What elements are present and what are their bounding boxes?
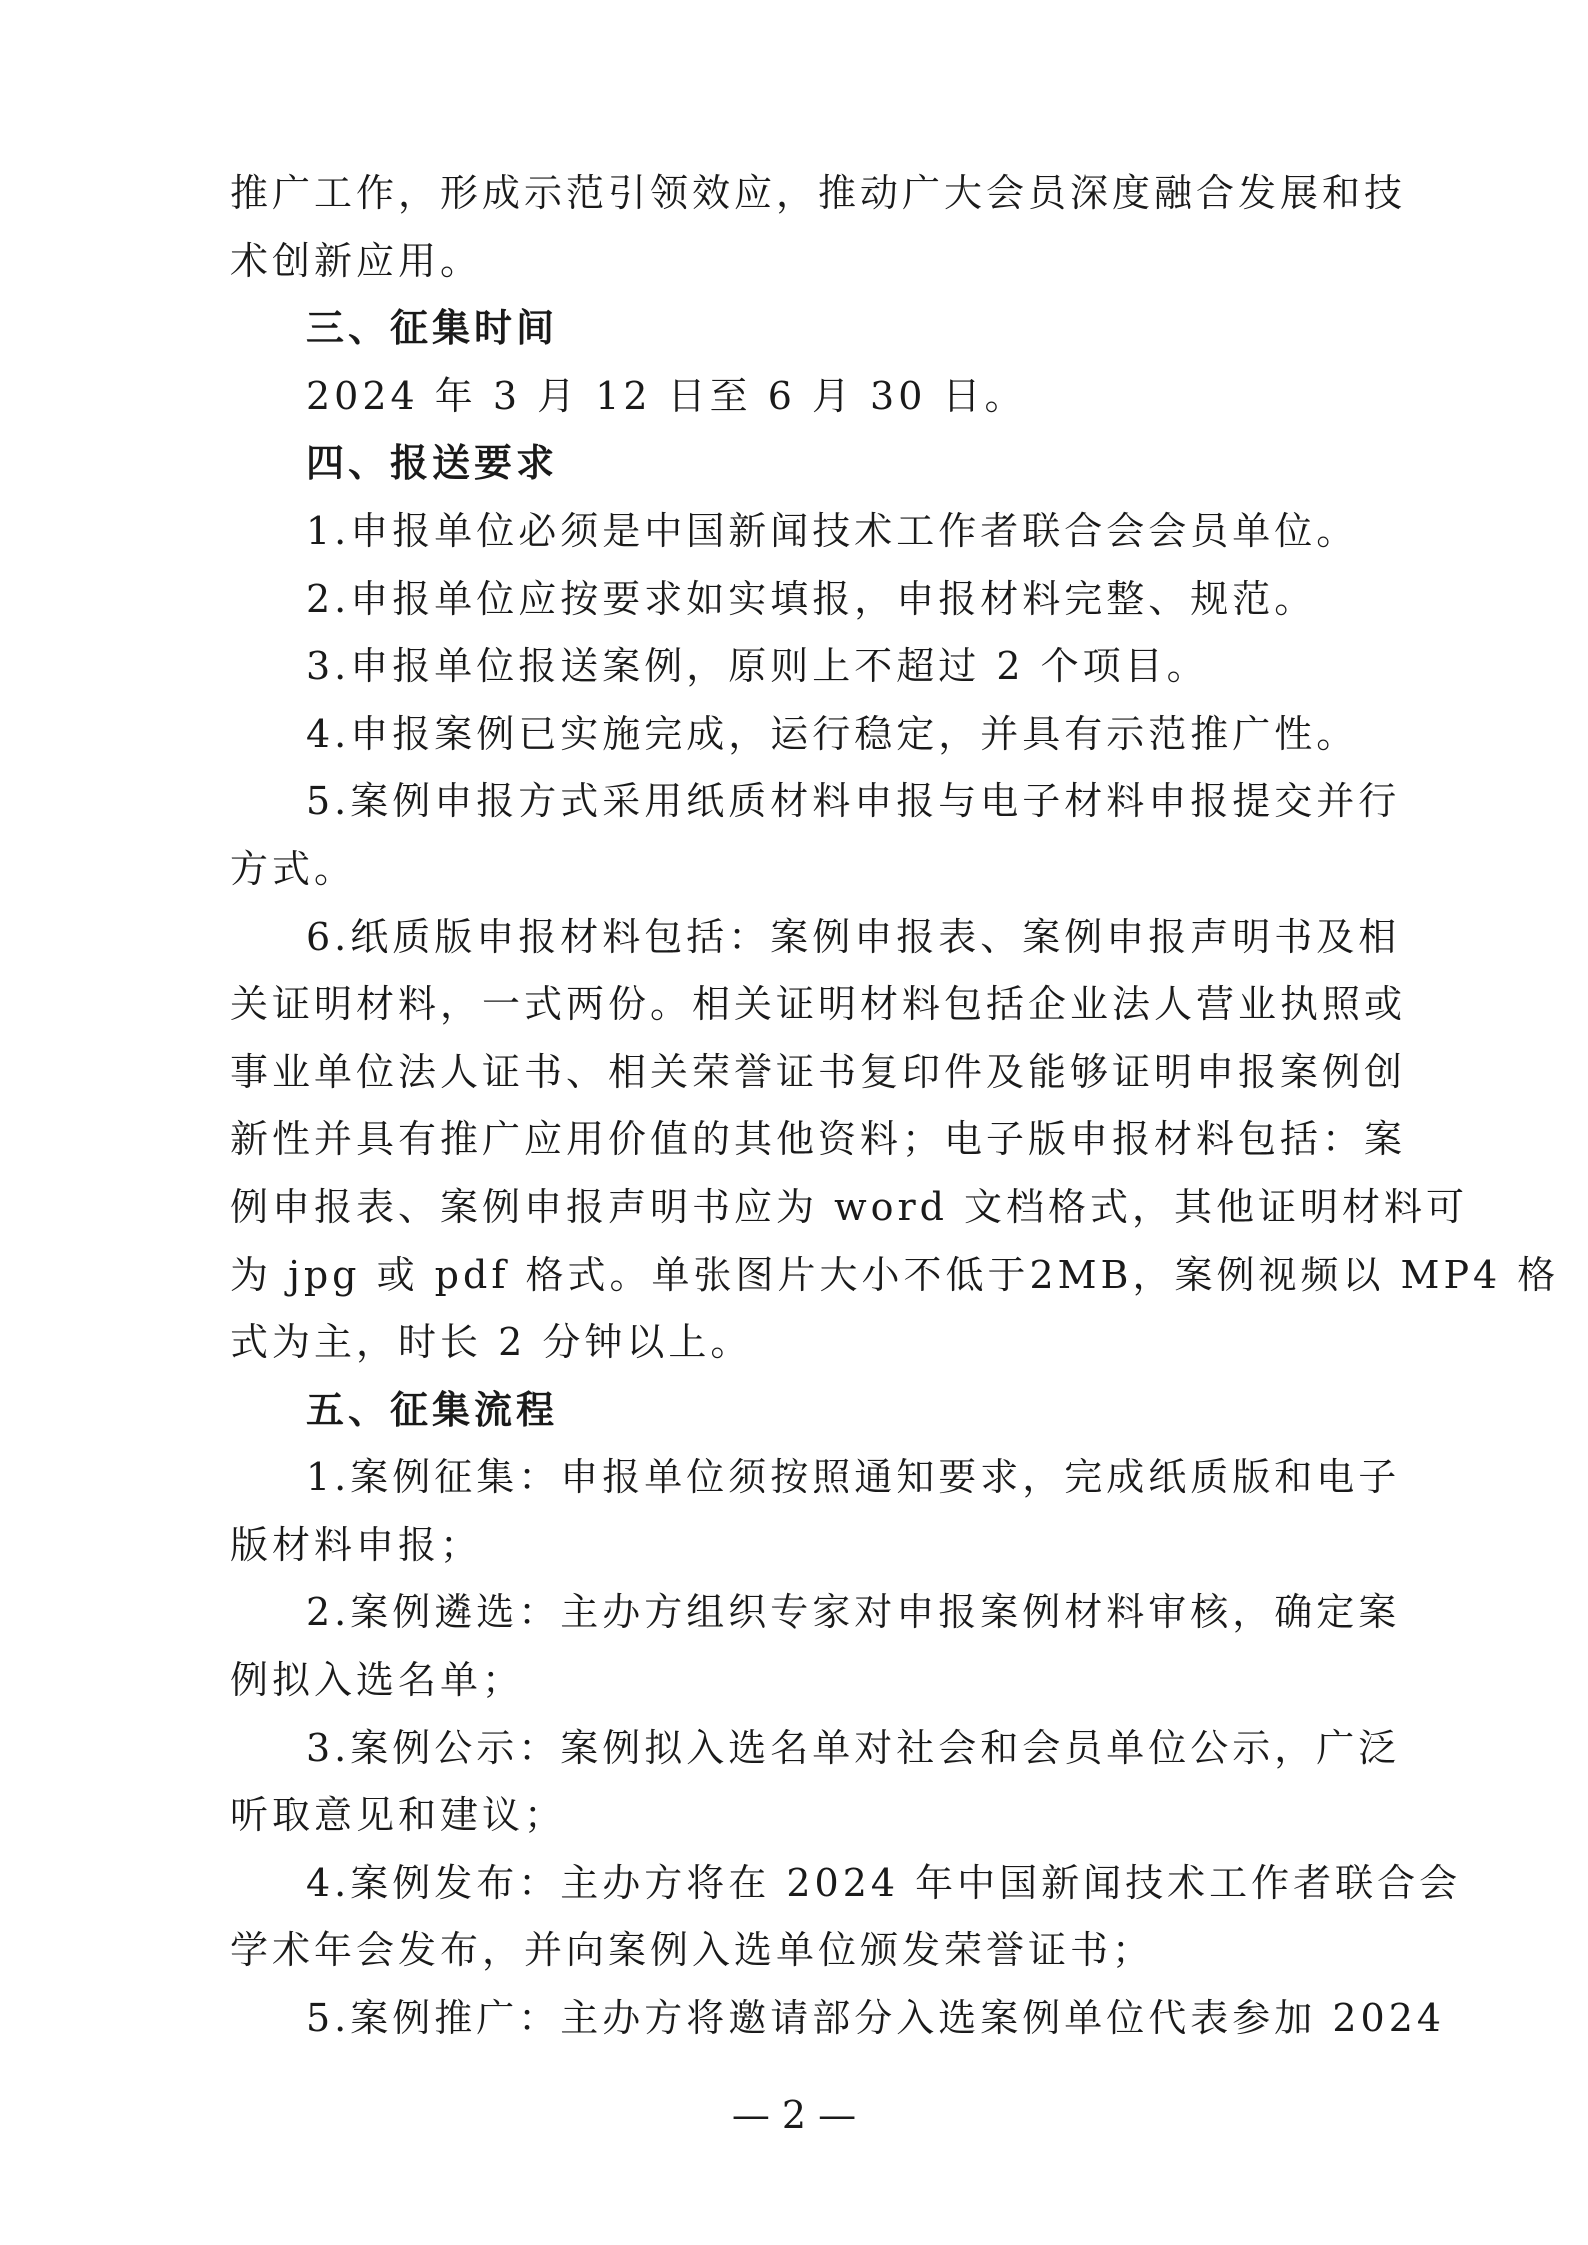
section-heading: 四、报送要求 bbox=[306, 441, 559, 486]
text-line: 例拟入选名单； bbox=[230, 1658, 525, 1703]
section-heading: 五、征集流程 bbox=[306, 1387, 559, 1432]
text-line: 5.案例申报方式采用纸质材料申报与电子材料申报提交并行 bbox=[306, 779, 1401, 824]
section-heading: 三、征集时间 bbox=[306, 306, 559, 351]
text-line: 式为主，时长 2 分钟以上。 bbox=[230, 1320, 753, 1365]
text-line: 2024 年 3 月 12 日至 6 月 30 日。 bbox=[306, 373, 1027, 418]
text-line: 推广工作，形成示范引领效应，推动广大会员深度融合发展和技 bbox=[230, 171, 1407, 215]
text-line: 1.案例征集：申报单位须按照通知要求，完成纸质版和电子 bbox=[306, 1455, 1401, 1500]
text-line: 1.申报单位必须是中国新闻技术工作者联合会会员单位。 bbox=[306, 508, 1359, 553]
text-line: 版材料申报； bbox=[230, 1522, 483, 1567]
text-line: 新性并具有推广应用价值的其他资料；电子版申报材料包括：案 bbox=[230, 1117, 1407, 1162]
text-line: 例申报表、案例申报声明书应为 word 文档格式，其他证明材料可 bbox=[230, 1184, 1469, 1229]
text-line: 方式。 bbox=[230, 846, 357, 891]
text-line: 4.申报案例已实施完成，运行稳定，并具有示范推广性。 bbox=[306, 711, 1359, 756]
text-line: 4.案例发布：主办方将在 2024 年中国新闻技术工作者联合会 bbox=[306, 1860, 1462, 1905]
text-line: 2.案例遴选：主办方组织专家对申报案例材料审核，确定案 bbox=[306, 1590, 1401, 1635]
text-line: 2.申报单位应按要求如实填报，申报材料完整、规范。 bbox=[306, 576, 1317, 621]
text-line: 6.纸质版申报材料包括：案例申报表、案例申报声明书及相 bbox=[306, 914, 1401, 959]
text-line: 术创新应用。 bbox=[230, 238, 483, 283]
text-line: 3.案例公示：案例拟入选名单对社会和会员单位公示，广泛 bbox=[306, 1725, 1401, 1770]
text-line: 学术年会发布，并向案例入选单位颁发荣誉证书； bbox=[230, 1928, 1155, 1973]
text-line: 事业单位法人证书、相关荣誉证书复印件及能够证明申报案例创 bbox=[230, 1049, 1407, 1094]
document-body bbox=[230, 160, 1560, 2053]
text-line: 5.案例推广：主办方将邀请部分入选案例单位代表参加 2024 bbox=[306, 1996, 1446, 2041]
text-line: 关证明材料，一式两份。相关证明材料包括企业法人营业执照或 bbox=[230, 982, 1407, 1027]
text-line: 听取意见和建议； bbox=[230, 1793, 567, 1838]
text-line: 为 jpg 或 pdf 格式。单张图片大小不低于2MB，案例视频以 MP4 格 bbox=[230, 1252, 1560, 1297]
page-number: — 2 — bbox=[731, 2093, 857, 2137]
text-line: 3.申报单位报送案例，原则上不超过 2 个项目。 bbox=[306, 644, 1209, 689]
